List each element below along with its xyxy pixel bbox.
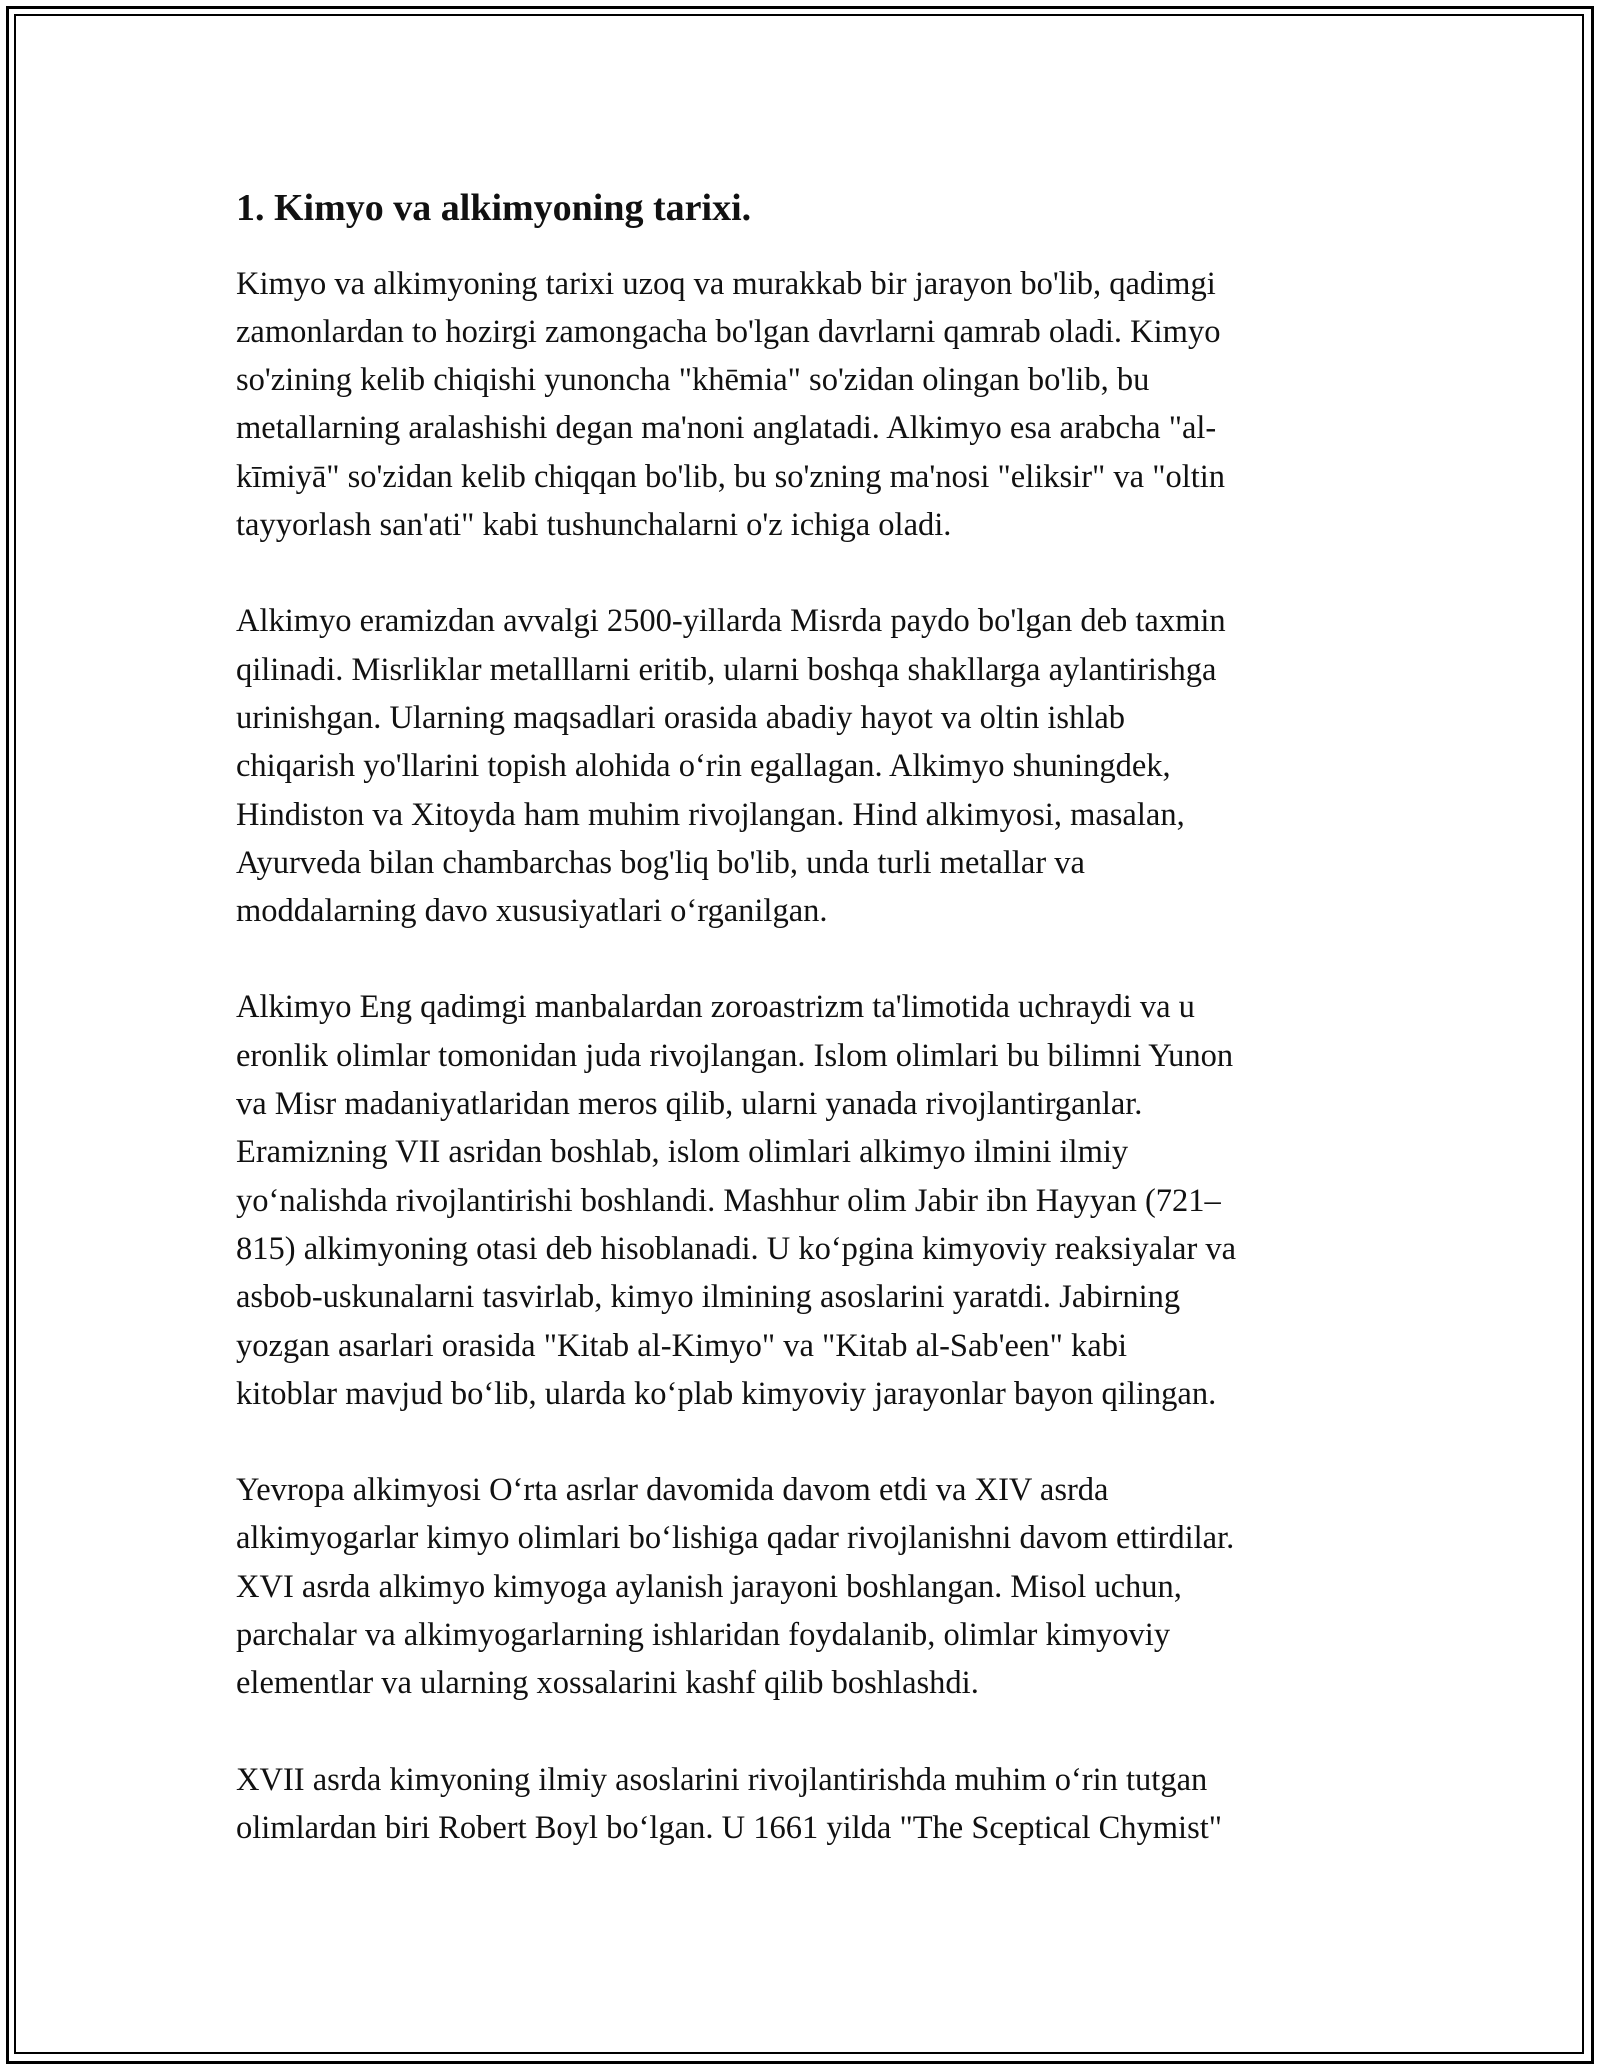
document-body [236,186,1386,1900]
paragraph-2: Alkimyo eramizdan avvalgi 2500-yillarda Misrda paydo bo'lgan deb taxmin qilinadi. Misrliklar metalllarni eritib, ularni boshqa shakllarga aylantirishga urinishgan. Ularning maqsadlari orasida abadiy hayot va oltin ishlab chiqarish yo'llarini topish alohida oʻrin egallagan. Alkimyo shuningdek, Hindiston va Xitoyda ham muhim rivojlangan. Hind alkimyosi, masalan, Ayurveda bilan chambarchas bog'liq bo'lib, unda turli metallar va moddalarning davo xususiyatlari oʻrganilgan. [236,603,1226,930]
paragraph-4: Yevropa alkimyosi Oʻrta asrlar davomida davom etdi va XIV asrda alkimyogarlar kimyo olimlari boʻlishiga qadar rivojlanishni davom ettirdilar. XVI asrda alkimyo kimyoga aylanish jarayoni boshlangan. Misol uchun, parchalar va alkimyogarlarning ishlaridan foydalanib, olimlar kimyoviy elementlar va ularning xossalarini kashf qilib boshlashdi. [236,1472,1235,1702]
section-heading: 1. Kimyo va alkimyoning tarixi. [236,187,752,229]
paragraph-1: Kimyo va alkimyoning tarixi uzoq va murakkab bir jarayon bo'lib, qadimgi zamonlardan to hozirgi zamongacha bo'lgan davrlarni qamrab oladi. Kimyo so'zining kelib chiqishi yunoncha "khēmia" so'zidan olingan bo'lib, bu metallarning aralashishi degan ma'noni anglatadi. Alkimyo esa arabcha "al- kīmiyā" so'zidan kelib chiqqan bo'lib, bu so'zning ma'nosi "eliksir" va "oltin tayyorlash san'ati" kabi tushunchalarni o'z ichiga oladi. [236,265,1226,544]
paragraph-3: Alkimyo Eng qadimgi manbalardan zoroastrizm ta'limotida uchraydi va u eronlik olimlar tomonidan juda rivojlangan. Islom olimlari bu bilimni Yunon va Misr madaniyatlaridan meros qilib, ularni yanada rivojlantirganlar. Eramizning VII asridan boshlab, islom olimlari alkimyo ilmini ilmiy yoʻnalishda rivojlantirishi boshlandi. Mashhur olim Jabir ibn Hayyan (721– 815) alkimyoning otasi deb hisoblanadi. U koʻpgina kimyoviy reaksiyalar va asbob-uskunalarni tasvirlab, kimyo ilmining asoslarini yaratdi. Jabirning yozgan asarlari orasida "Kitab al-Kimyo" va "Kitab al-Sab'een" kabi kitoblar mavjud boʻlib, ularda koʻplab kimyoviy jarayonlar bayon qilingan. [236,989,1237,1412]
paragraph-5: XVII asrda kimyoning ilmiy asoslarini rivojlantirishda muhim oʻrin tutgan olimlardan biri Robert Boyl boʻlgan. U 1661 yilda "The Sceptical Chymist" [236,1761,1223,1846]
